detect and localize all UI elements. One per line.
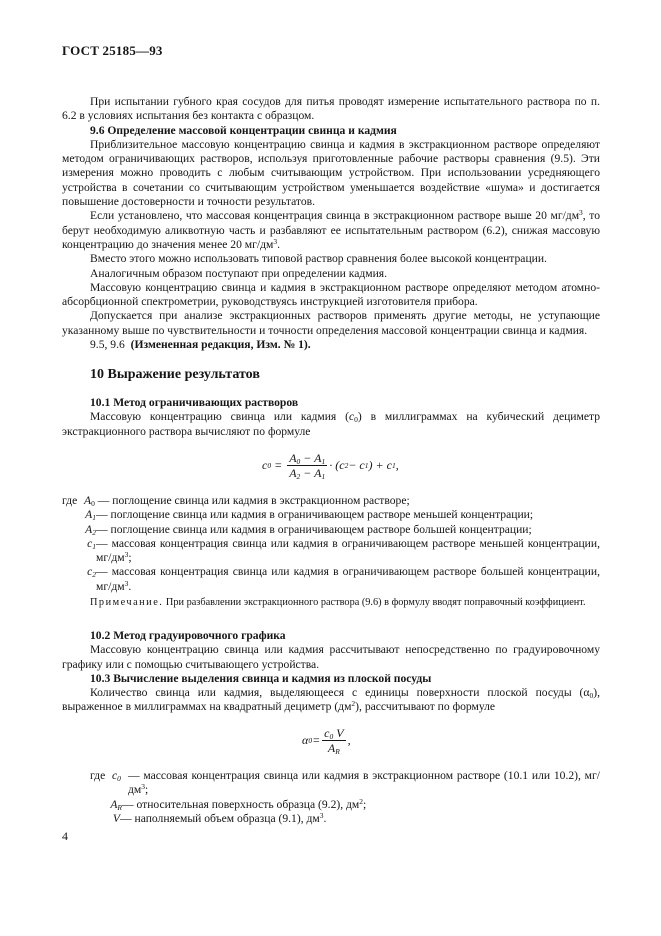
section-title-10-2: 10.2 Метод градуировочного графика — [90, 629, 286, 642]
formula-c0: c 0 = $\frac{A_0 - A_1}{A_2 - A_1}$ · (c 2 − c 1 ) + c 1 , — [262, 451, 399, 481]
fraction: $\frac{c_0 V}{A_R}$ — [324, 726, 344, 756]
legend-item: $A_2$ — поглощение свинца или кадмия в ограничивающем растворе большей концентрации; — [85, 522, 532, 537]
paragraph: Массовую концентрацию свинца или кадмия рассчитывают непосредственно по градуировочному графику или с помощью считывающего устройства. — [62, 643, 600, 671]
paragraph: Аналогичным образом поступают при определении кадмия. — [90, 266, 388, 280]
paragraph: Массовую концентрацию свинца и кадмия в экстракционном растворе определяют методом атомно-абсорбционной спектрометрии, руководствуясь инструкцией изготовителя прибора. — [62, 280, 600, 309]
paragraph: При испытании губного края сосудов для питья проводят измерение испытательного раствора по п. 6.2 в условиях испытания без контакта с образцом. — [62, 95, 600, 123]
legend-item: $A_1$ — поглощение свинца или кадмия в ограничивающем растворе меньшей концентрации; — [85, 508, 534, 523]
paragraph: Если установлено, что массовая концентрация свинца в экстракционном растворе выше 20 $мг/дм^3$, то берут необходимую аликвотную часть и разбавляют ее испытательным раствором (6.2), снижая массовую концентрацию до значения менее 20 $мг/дм^3$. — [62, 208, 600, 251]
legend-item: $A_R$ — относительная поверхность образца (9.2), $дм^2$; — [110, 796, 367, 812]
formula-2-legend — [62, 769, 600, 826]
section-title-10-1: 10.1 Метод ограничивающих растворов — [90, 396, 299, 409]
legend-item: $c_1$ — массовая концентрация свинца или кадмия в ограничивающем растворе меньшей концентрации, $мг/дм^3$; — [87, 536, 600, 565]
formula-alpha0: α 0 = $\frac{c_0 V}{A_R}$ , — [302, 726, 351, 756]
section-title-10-3: 10.3 Вычисление выделения свинца и кадмия из плоской посуды — [90, 671, 432, 685]
legend-item: где $c_0$ — массовая концентрация свинца или кадмия в экстракционном растворе (10.1 или 10.2), $мг/дм^3$; — [90, 769, 600, 797]
paragraph: Вместо этого можно использовать типовой раствор сравнения более высокой концентрации. — [90, 252, 547, 266]
legend-item: $c_2$ — массовая концентрация свинца или кадмия в ограничивающем растворе большей концентрации, $мг/дм^3$. — [87, 565, 600, 593]
formula-1-legend — [62, 494, 600, 594]
paragraph: Количество свинца или кадмия, выделяющееся с единицы поверхности плоской посуды $(\alpha_0)$, выраженное в миллиграммах на квадратный дециметр $(дм^2)$, рассчитывают по формуле — [62, 686, 600, 714]
legend-item: где $A_0$ — поглощение свинца или кадмия в экстракционном растворе; — [62, 494, 410, 508]
fraction: $\frac{A_0 - A_1}{A_2 - A_1}$ — [289, 451, 326, 481]
section-title-10: 10 Выражение результатов — [90, 367, 260, 382]
paragraph: Приблизительное массовую концентрацию свинца и кадмия в экстракционном растворе определяют методом ограничивающих растворов, используя приготовленные рабочие растворы сравнения (9.5). Эти измерения можно проводить с любым считывающим устройством. При использовании усредняющего устройства в сочетании со считывающим устройством уменьшается воздействие «шума» и достигается повышение достоверности и точности результатов. — [62, 137, 600, 209]
section-9-text — [62, 95, 600, 352]
paragraph: Массовую концентрацию свинца или кадмия $(c_0)$ в миллиграммах на кубический дециметр экстракционного раствора вычисляют по формуле — [62, 410, 601, 438]
document-header: ГОСТ 25185—93 — [62, 43, 163, 58]
legend-item: V — наполняемый объем образца (9.1), $дм^3$. — [112, 810, 327, 825]
page-number: 4 — [62, 829, 68, 843]
note: Примечание. При разбавлении экстракционного раствора (9.6) в формулу вводят поправочный коэффициент. — [90, 597, 586, 608]
section-10-1 — [62, 396, 600, 439]
amendment-note: 9.5, 9.6 (Измененная редакция, Изм. № 1). — [90, 338, 311, 352]
section-title-9-6: 9.6 Определение массовой концентрации свинца и кадмия — [90, 123, 397, 137]
section-10-2-10-3 — [62, 629, 600, 715]
paragraph: Допускается при анализе экстракционных растворов применять другие методы, не уступающие указанному выше по чувствительности и точности определения массовой концентрации свинца и кадмия. — [62, 309, 600, 337]
